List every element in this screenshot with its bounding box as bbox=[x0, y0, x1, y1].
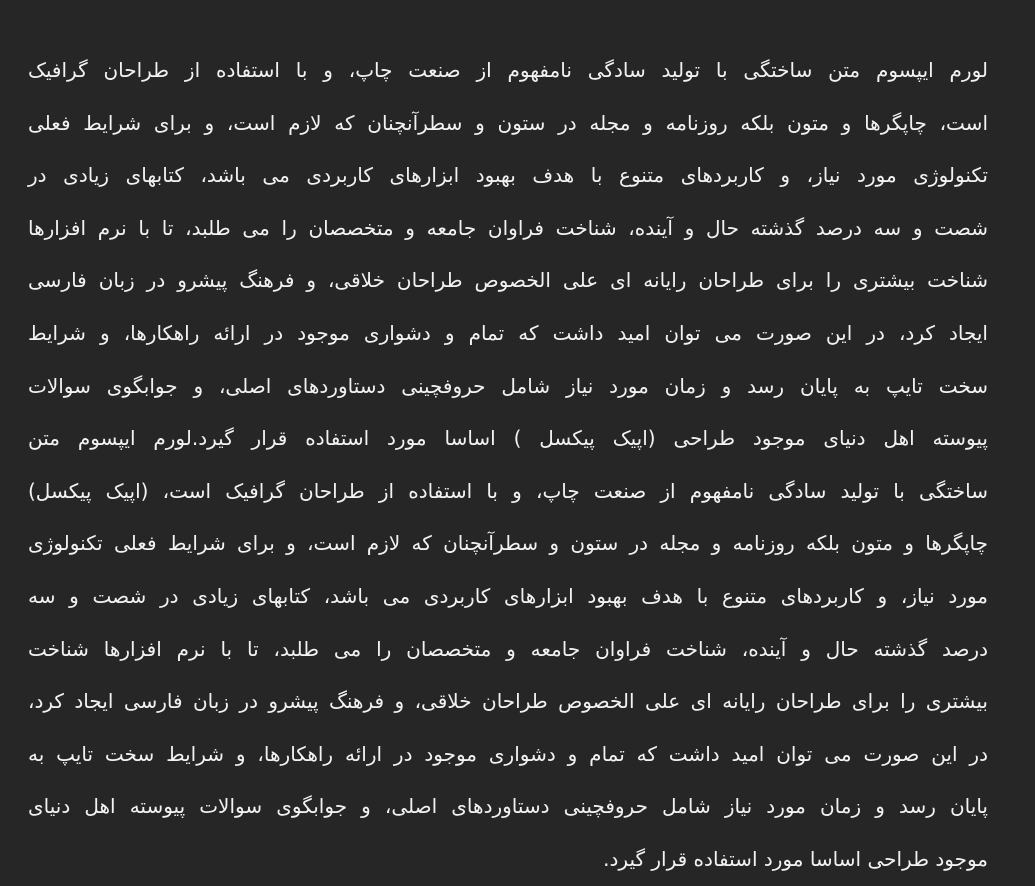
paragraph-line: درصد گذشته حال و آینده، شناخت فراوان جامعه و متخصصان را می طلبد، تا با نرم افزارها شناخت bbox=[28, 636, 988, 661]
paragraph-line: ساختگی با تولید سادگی نامفهوم از صنعت چاپ، و با استفاده از طراحان گرافیک است، (اپیک پیکسل) bbox=[28, 478, 988, 503]
paragraph-line: شصت و سه درصد گذشته حال و آینده، شناخت فراوان جامعه و متخصصان را می طلبد، تا با نرم افزارها bbox=[28, 215, 988, 240]
paragraph-line: سخت تایپ به پایان رسد و زمان مورد نیاز شامل حروفچینی دستاوردهای اصلی، و جوابگوی سوالات bbox=[28, 373, 988, 398]
paragraph-line: لورم ایپسوم متن ساختگی با تولید سادگی نامفهوم از صنعت چاپ، و با استفاده از طراحان گرافیک bbox=[28, 58, 988, 82]
paragraph-line: مورد نیاز، و کاربردهای متنوع با هدف بهبود ابزارهای کاربردی می باشد، کتابهای زیادی در شصت و سه bbox=[28, 583, 988, 608]
paragraph bbox=[28, 44, 988, 886]
paragraph-line: ایجاد کرد، در این صورت می توان امید داشت که تمام و دشواری موجود در ارائه راهکارها، و شرایط bbox=[28, 320, 988, 345]
paragraph-line: در این صورت می توان امید داشت که تمام و دشواری موجود در ارائه راهکارها، و شرایط سخت تایپ به bbox=[28, 741, 988, 766]
paragraph-line: تکنولوژی مورد نیاز، و کاربردهای متنوع با هدف بهبود ابزارهای کاربردی می باشد، کتابهای زیادی در bbox=[28, 163, 988, 188]
paragraph-line: شناخت بیشتری را برای طراحان رایانه ای علی الخصوص طراحان خلاقی، و فرهنگ پیشرو در زبان فارسی bbox=[28, 268, 988, 293]
paragraph-line: پیوسته اهل دنیای موجود طراحی (اپیک پیکسل ) اساسا مورد استفاده قرار گیرد.لورم ایپسوم متن bbox=[28, 426, 988, 451]
paragraph-line-last: موجود طراحی اساسا مورد استفاده قرار گیرد. bbox=[603, 846, 988, 871]
paragraph-line: پایان رسد و زمان مورد نیاز شامل حروفچینی دستاوردهای اصلی، و جوابگوی سوالات پیوسته اهل دنیای bbox=[28, 794, 988, 819]
paragraph-line: است، چاپگرها و متون بلکه روزنامه و مجله در ستون و سطرآنچنان که لازم است، و برای شرایط فعلی bbox=[28, 110, 988, 135]
paragraph-line: بیشتری را برای طراحان رایانه ای علی الخصوص طراحان خلاقی، و فرهنگ پیشرو در زبان فارسی ایجاد کرد، bbox=[28, 689, 988, 714]
paragraph-line: چاپگرها و متون بلکه روزنامه و مجله در ستون و سطرآنچنان که لازم است، و برای شرایط فعلی تکنولوژی bbox=[28, 531, 988, 556]
